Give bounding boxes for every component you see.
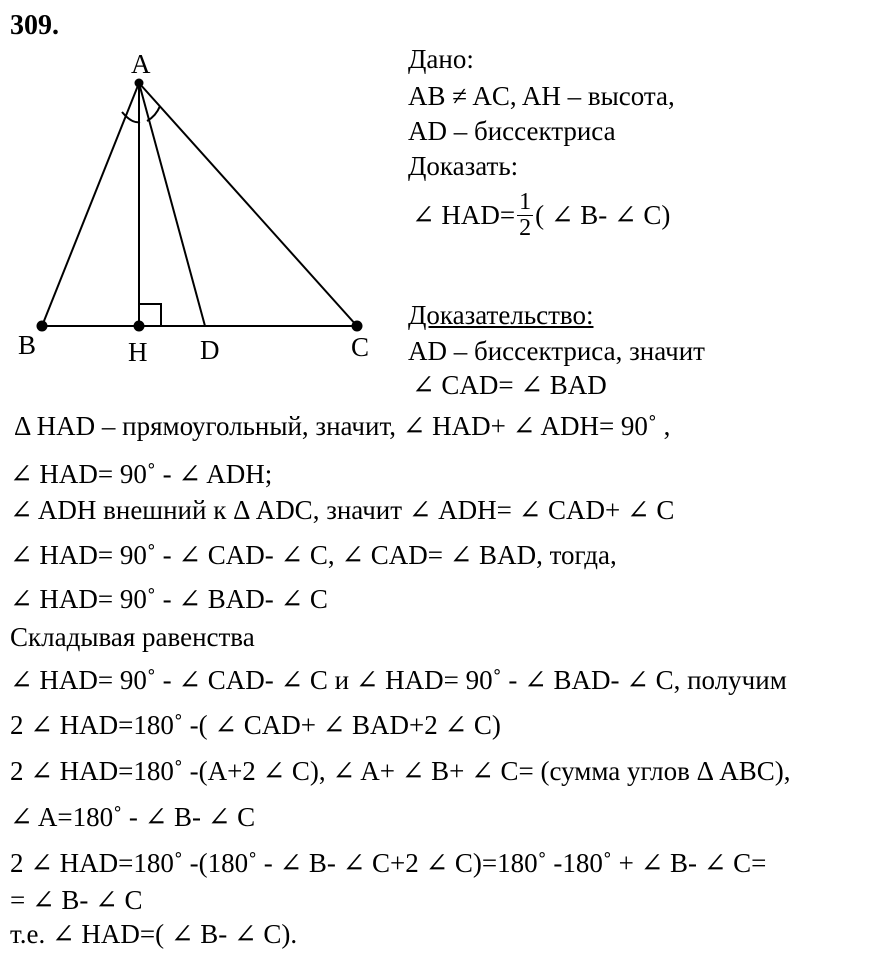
prove-formula-left: ∠ HAD= — [412, 200, 516, 231]
point-b — [37, 321, 48, 332]
proof-step-13: т.е. ∠ HAD=( ∠ B- ∠ C). — [10, 919, 298, 949]
proof-step-4: ∠ HAD= 90˚ - ∠ CAD- ∠ C, ∠ CAD= ∠ BAD, тогда, — [10, 540, 617, 570]
proof-step-10: ∠ A=180˚ - ∠ B- ∠ C — [10, 802, 256, 832]
proof-step-2: ∠ HAD= 90˚ - ∠ ADH; — [10, 459, 273, 489]
proof-step-11: 2 ∠ HAD=180˚ -(180˚ - ∠ B- ∠ C+2 ∠ C)=180˚ -180˚ + ∠ B- ∠ C= — [10, 848, 767, 878]
point-h — [134, 321, 145, 332]
prove-formula-right: ( ∠ B- ∠ C) — [535, 200, 671, 231]
proof-line-2: ∠ CAD= ∠ BAD — [412, 370, 607, 400]
prove-formula — [412, 190, 670, 241]
label-d: D — [200, 335, 220, 365]
label-b: B — [18, 330, 37, 360]
proof-line-1: AD – биссектриса, значит — [408, 336, 705, 366]
angle-arc-right — [147, 106, 160, 121]
point-c — [352, 321, 363, 332]
proof-step-6: Складывая равенства — [10, 622, 255, 652]
label-a: A — [131, 49, 151, 79]
proof-heading: Доказательство: — [408, 300, 594, 330]
given-line-2: AD – биссектриса — [408, 116, 616, 146]
proof-step-8: 2 ∠ HAD=180˚ -( ∠ CAD+ ∠ BAD+2 ∠ C) — [10, 710, 501, 740]
side-ab — [42, 83, 139, 326]
proof-step-7: ∠ HAD= 90˚ - ∠ CAD- ∠ C и ∠ HAD= 90˚ - ∠ BAD- ∠ C, получим — [10, 665, 787, 695]
label-c: C — [351, 332, 370, 362]
triangle-diagram — [0, 40, 400, 370]
point-a — [135, 79, 144, 88]
given-heading: Дано: — [408, 44, 474, 74]
fraction-one-half — [517, 190, 533, 241]
given-line-1: AB ≠ AC, AH – высота, — [408, 81, 675, 111]
proof-step-3: ∠ ADH внешний к Δ ADC, значит ∠ ADH= ∠ CAD+ ∠ C — [10, 495, 675, 525]
proof-step-9: 2 ∠ HAD=180˚ -(A+2 ∠ C), ∠ A+ ∠ B+ ∠ C= (сумма углов Δ ABC), — [10, 756, 791, 786]
label-h: H — [128, 337, 148, 367]
prove-heading: Доказать: — [408, 151, 519, 181]
fraction-numerator: 1 — [519, 189, 532, 215]
proof-step-12: = ∠ B- ∠ C — [10, 885, 143, 915]
proof-step-1: Δ HAD – прямоугольный, значит, ∠ HAD+ ∠ ADH= 90˚ , — [14, 411, 671, 441]
proof-step-5: ∠ HAD= 90˚ - ∠ BAD- ∠ C — [10, 584, 328, 614]
fraction-denominator: 2 — [519, 215, 532, 242]
problem-number: 309. — [10, 10, 59, 41]
